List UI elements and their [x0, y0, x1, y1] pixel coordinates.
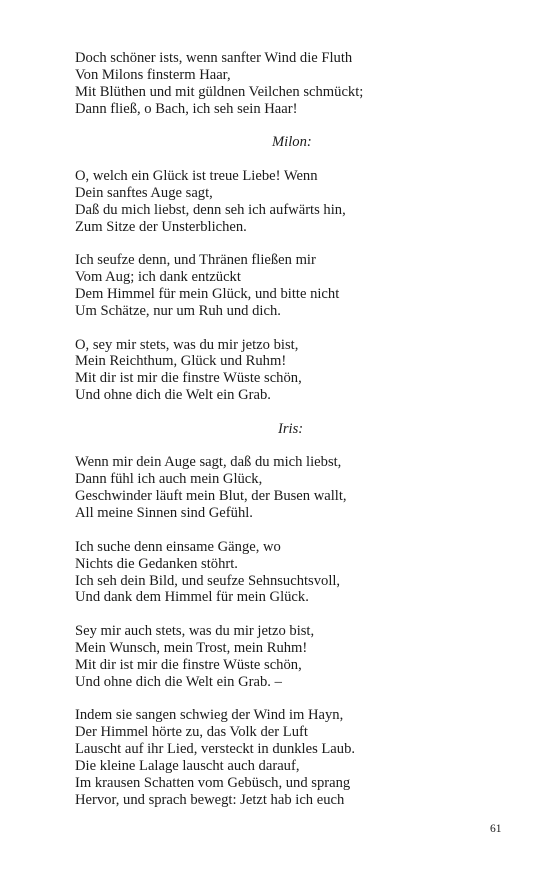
verse-line: Zum Sitze der Unsterblichen. [75, 218, 247, 235]
verse-line: Ich seh dein Bild, und seufze Sehnsuchtsvoll, [75, 572, 341, 589]
verse-line: Mit Blüthen und mit güldnen Veilchen schmückt; [75, 83, 364, 100]
stanza [75, 454, 475, 522]
verse-line: Mit dir ist mir die finstre Wüste schön, [75, 656, 302, 673]
verse-line: Mit dir ist mir die finstre Wüste schön, [75, 370, 302, 387]
verse-line: Dann fühl ich auch mein Glück, [75, 471, 263, 488]
verse-line: Mein Wunsch, mein Trost, mein Ruhm! [75, 639, 308, 656]
stanza [75, 623, 475, 691]
verse-line: Wenn mir dein Auge sagt, daß du mich liebst, [75, 454, 342, 471]
stanza [75, 50, 475, 118]
speaker-label-iris: Iris: [278, 420, 304, 437]
verse-line: All meine Sinnen sind Gefühl. [75, 505, 253, 522]
verse-line: Hervor, und sprach bewegt: Jetzt hab ich euch [75, 791, 345, 808]
stanza [75, 707, 475, 808]
verse-line: O, sey mir stets, was du mir jetzo bist, [75, 336, 299, 353]
verse-line: Sey mir auch stets, was du mir jetzo bist, [75, 623, 315, 640]
page-number: 61 [490, 823, 502, 835]
verse-line: Geschwinder läuft mein Blut, der Busen wallt, [75, 488, 347, 505]
stanza [75, 539, 475, 607]
verse-line: Doch schöner ists, wenn sanfter Wind die Fluth [75, 50, 353, 66]
stanza [75, 252, 475, 320]
verse-line: Um Schätze, nur um Ruh und dich. [75, 302, 281, 319]
verse-line: Ich suche denn einsame Gänge, wo [75, 538, 281, 555]
verse-line: Dann fließ, o Bach, ich seh sein Haar! [75, 100, 298, 117]
verse-line: Daß du mich liebst, denn seh ich aufwärts hin, [75, 201, 346, 218]
verse-line: Dem Himmel für mein Glück, und bitte nicht [75, 286, 340, 303]
verse-line: Der Himmel hörte zu, das Volk der Luft [75, 724, 308, 741]
verse-line: Lauscht auf ihr Lied, versteckt in dunkles Laub. [75, 741, 356, 758]
verse-line: Dein sanftes Auge sagt, [75, 184, 213, 201]
verse-line: Mein Reichthum, Glück und Ruhm! [75, 353, 287, 370]
verse-line: Indem sie sangen schwieg der Wind im Hayn, [75, 707, 344, 724]
verse-line: Und dank dem Himmel für mein Glück. [75, 589, 309, 606]
poem-page [75, 50, 475, 826]
verse-line: Und ohne dich die Welt ein Grab. – [75, 673, 282, 690]
verse-line: Die kleine Lalage lauscht auch darauf, [75, 758, 300, 775]
verse-line: Von Milons finsterm Haar, [75, 66, 231, 83]
verse-line: O, welch ein Glück ist treue Liebe! Wenn [75, 167, 318, 184]
verse-line: Vom Aug; ich dank entzückt [75, 269, 241, 286]
stanza [75, 168, 475, 236]
verse-line: Nichts die Gedanken stöhrt. [75, 555, 238, 572]
speaker-label-milon: Milon: [272, 134, 312, 151]
verse-line: Und ohne dich die Welt ein Grab. [75, 387, 271, 404]
verse-line: Im krausen Schatten vom Gebüsch, und sprang [75, 775, 351, 791]
verse-line: Ich seufze denn, und Thränen fließen mir [75, 252, 316, 269]
stanza [75, 337, 475, 405]
